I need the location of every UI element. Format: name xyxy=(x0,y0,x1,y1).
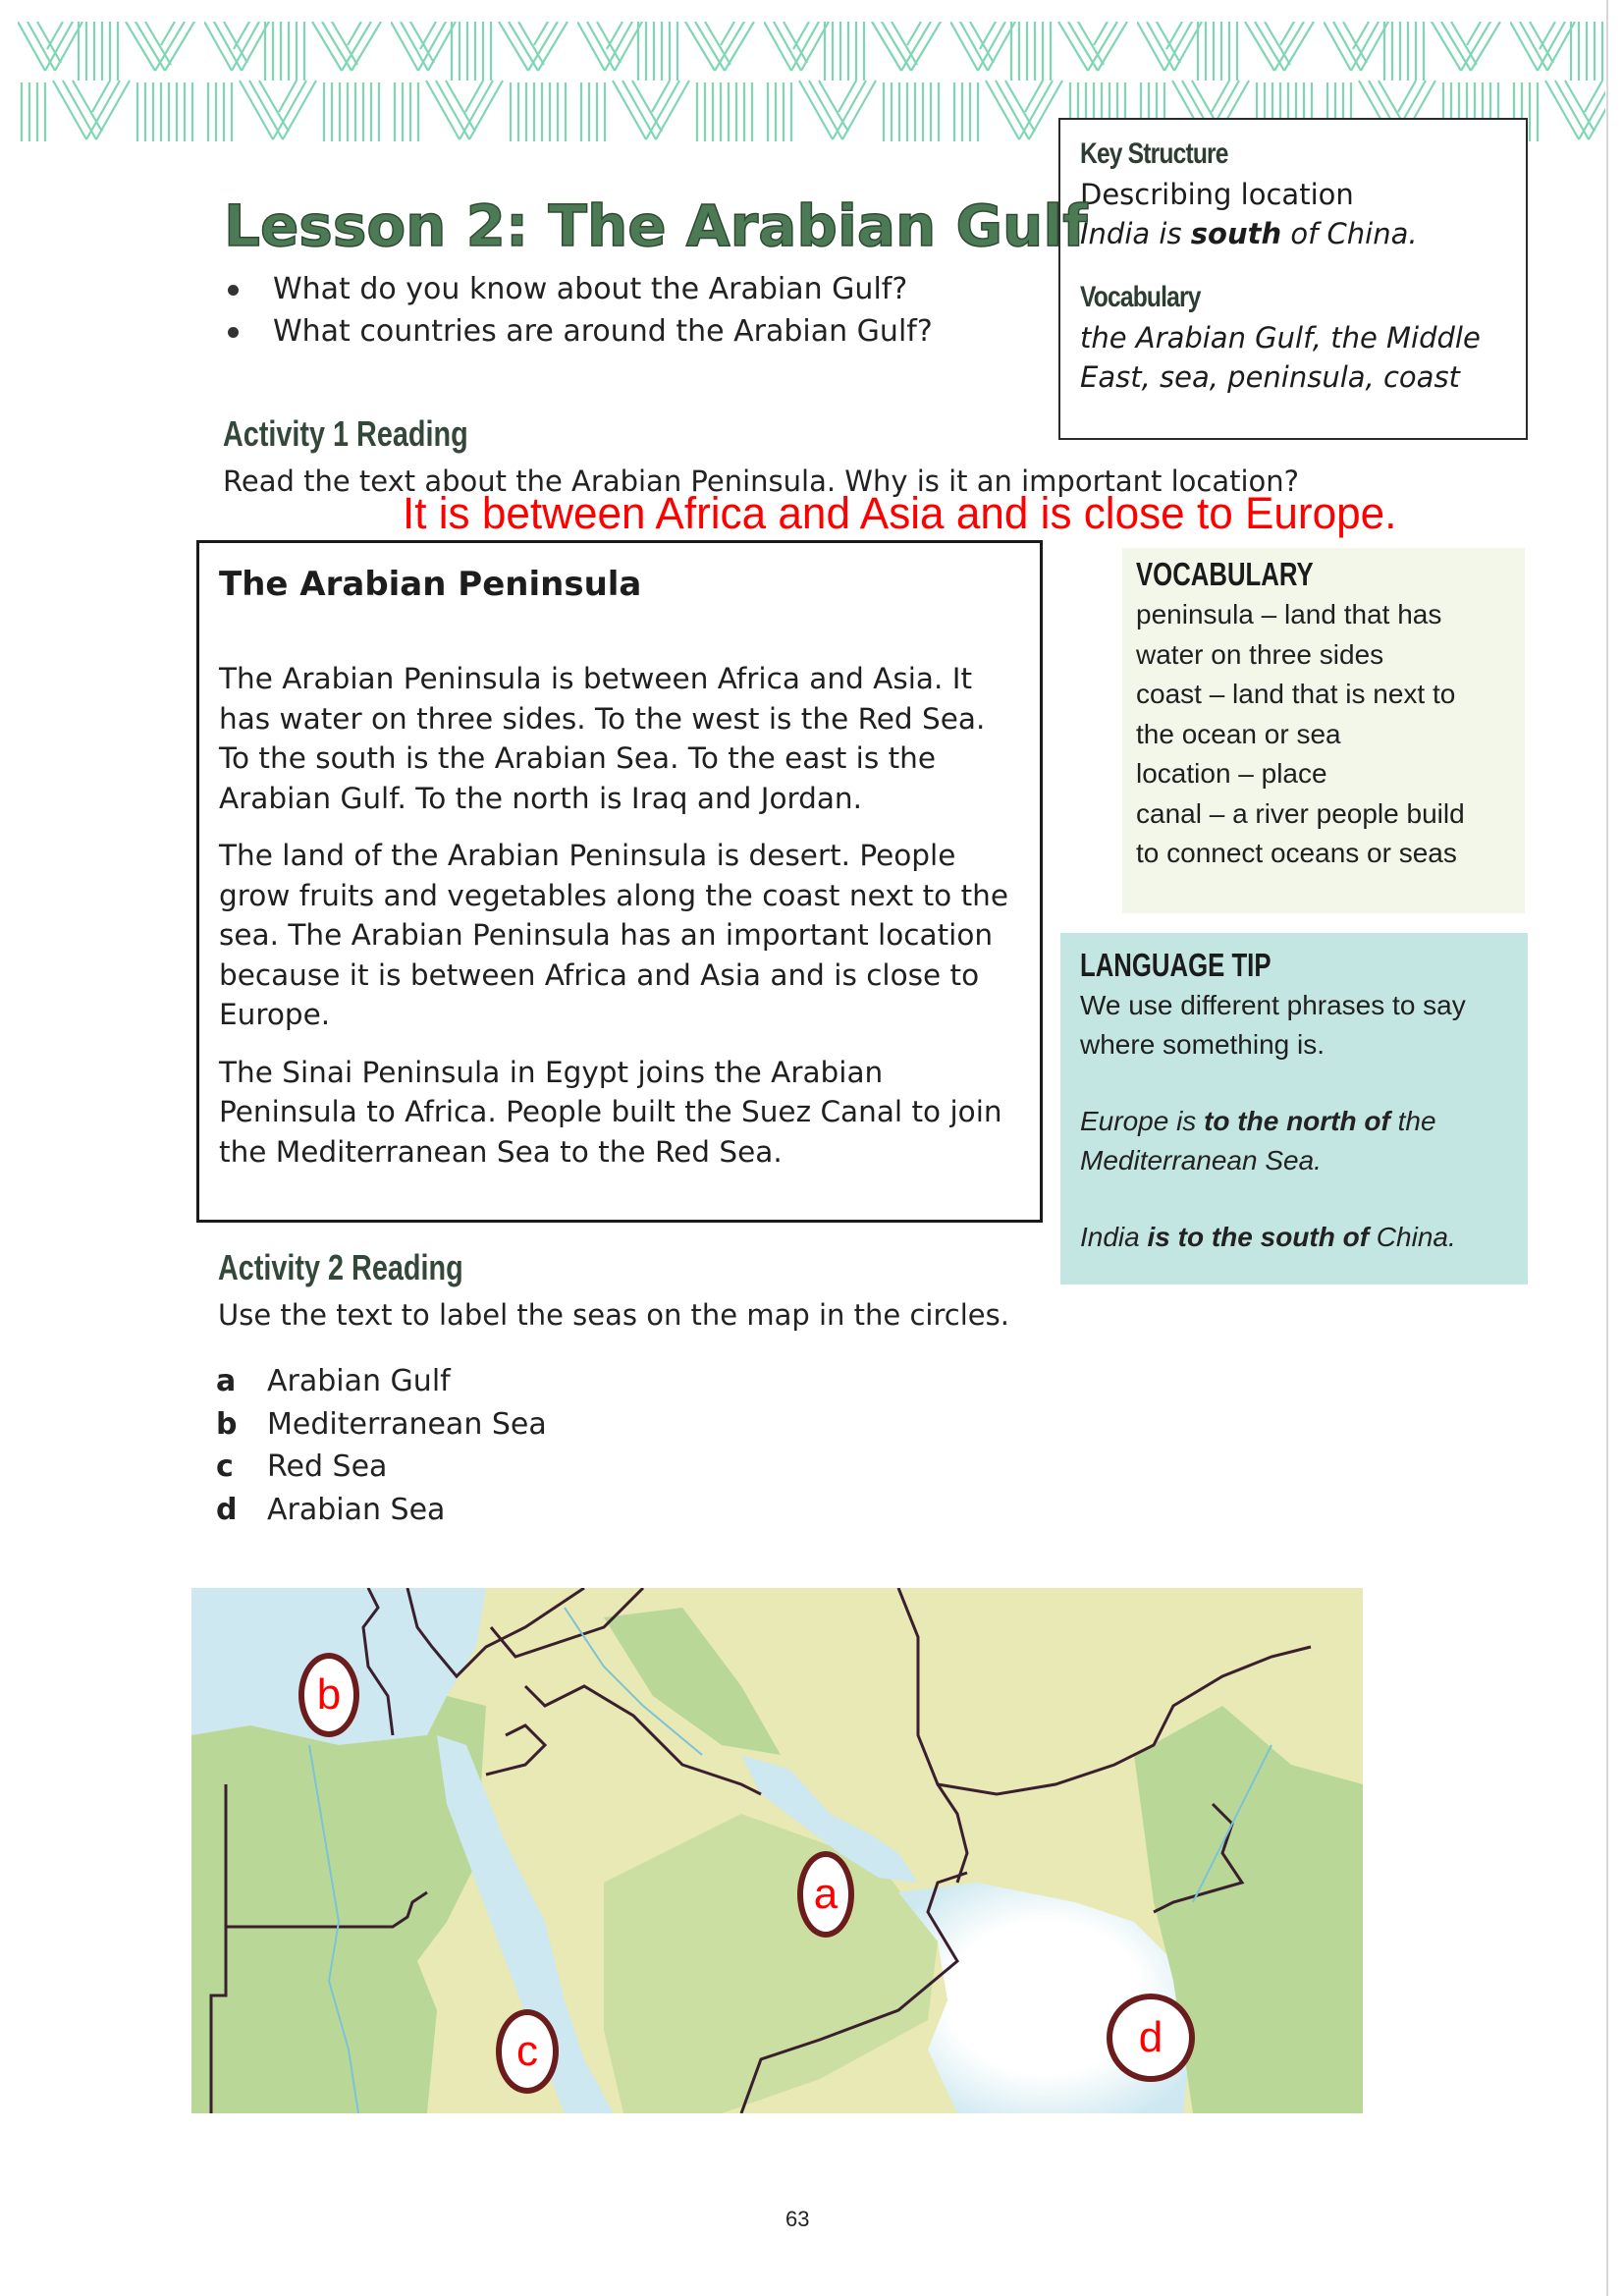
page-edge-line xyxy=(1606,0,1608,2296)
option-row: c Red Sea xyxy=(216,1449,388,1484)
answer-options xyxy=(216,1360,547,1531)
language-tip-example-1: Europe is to the north of the Mediterranean Sea. xyxy=(1080,1106,1436,1175)
middle-east-map xyxy=(191,1588,1363,2113)
vocabulary-line-1: the Arabian Gulf, the Middle xyxy=(1080,321,1481,355)
vocabulary-heading: Vocabulary xyxy=(1080,281,1201,313)
map-marker-b[interactable]: b xyxy=(298,1653,359,1737)
language-tip-line: where something is. xyxy=(1080,1029,1325,1060)
intro-questions xyxy=(224,268,933,353)
vocabulary-line: water on three sides xyxy=(1136,638,1384,670)
vocabulary-line: canal – a river people build xyxy=(1136,797,1465,829)
vocabulary-panel xyxy=(1122,548,1525,913)
map-marker-c[interactable]: c xyxy=(496,2009,559,2094)
activity-1-heading: Activity 1 Reading xyxy=(223,413,468,454)
key-structure-example: India is south of China. xyxy=(1080,217,1418,250)
reading-paragraph: The Arabian Peninsula is between Africa and Asia. It has water on three sides. To the west is the Red Sea. To the south is the Arabian Sea. To the east is the Arabian Gulf. To the north is Iraq and Jordan. xyxy=(219,662,986,815)
language-tip-heading: LANGUAGE TIP xyxy=(1080,947,1271,983)
key-structure-heading: Key Structure xyxy=(1080,137,1228,170)
page-number: 63 xyxy=(785,2207,810,2231)
handwritten-answer: It is between Africa and Asia and is close to Europe. xyxy=(403,488,1397,538)
intro-question: What countries are around the Arabian Gulf? xyxy=(224,310,933,353)
activity-2-instruction: Use the text to label the seas on the map in the circles. xyxy=(218,1298,1009,1332)
vocabulary-line: to connect oceans or seas xyxy=(1136,838,1457,868)
page-title: Lesson 2: The Arabian Gulf xyxy=(224,192,1088,259)
vocabulary-panel-heading: VOCABULARY xyxy=(1136,556,1314,592)
reading-title: The Arabian Peninsula xyxy=(219,565,642,604)
vocabulary-line: coast – land that is next to xyxy=(1136,679,1456,709)
intro-question: What do you know about the Arabian Gulf? xyxy=(224,268,933,310)
vocabulary-line: peninsula – land that has xyxy=(1136,599,1442,629)
key-structure-box xyxy=(1058,118,1528,440)
map-marker-d[interactable]: d xyxy=(1107,1994,1195,2082)
vocabulary-line-2: East, sea, peninsula, coast xyxy=(1080,360,1460,394)
language-tip-panel xyxy=(1060,933,1528,1285)
language-tip-example-2: India is to the south of China. xyxy=(1080,1222,1456,1252)
map-marker-a[interactable]: a xyxy=(797,1851,854,1938)
reading-text-box xyxy=(196,540,1043,1223)
option-row: a Arabian Gulf xyxy=(216,1364,451,1398)
activity-2-heading: Activity 2 Reading xyxy=(218,1247,463,1287)
activity-1-instruction: Read the text about the Arabian Peninsula. Why is it an important location? xyxy=(223,465,1300,498)
option-row: d Arabian Sea xyxy=(216,1492,446,1527)
reading-paragraph: The land of the Arabian Peninsula is desert. People grow fruits and vegetables along the coast next to the sea. The Arabian Peninsula has an important location because it is between Africa and Asia and is close to Europe. xyxy=(219,839,1009,1031)
reading-paragraph: The Sinai Peninsula in Egypt joins the Arabian Peninsula to Africa. People built the Suez Canal to join the Mediterranean Sea to the Red Sea. xyxy=(219,1055,1002,1169)
vocabulary-line: location – place xyxy=(1136,758,1327,789)
key-structure-label: Describing location xyxy=(1080,178,1354,211)
vocabulary-line: the ocean or sea xyxy=(1136,718,1341,749)
option-row: b Mediterranean Sea xyxy=(216,1406,547,1442)
language-tip-line: We use different phrases to say xyxy=(1080,990,1466,1020)
